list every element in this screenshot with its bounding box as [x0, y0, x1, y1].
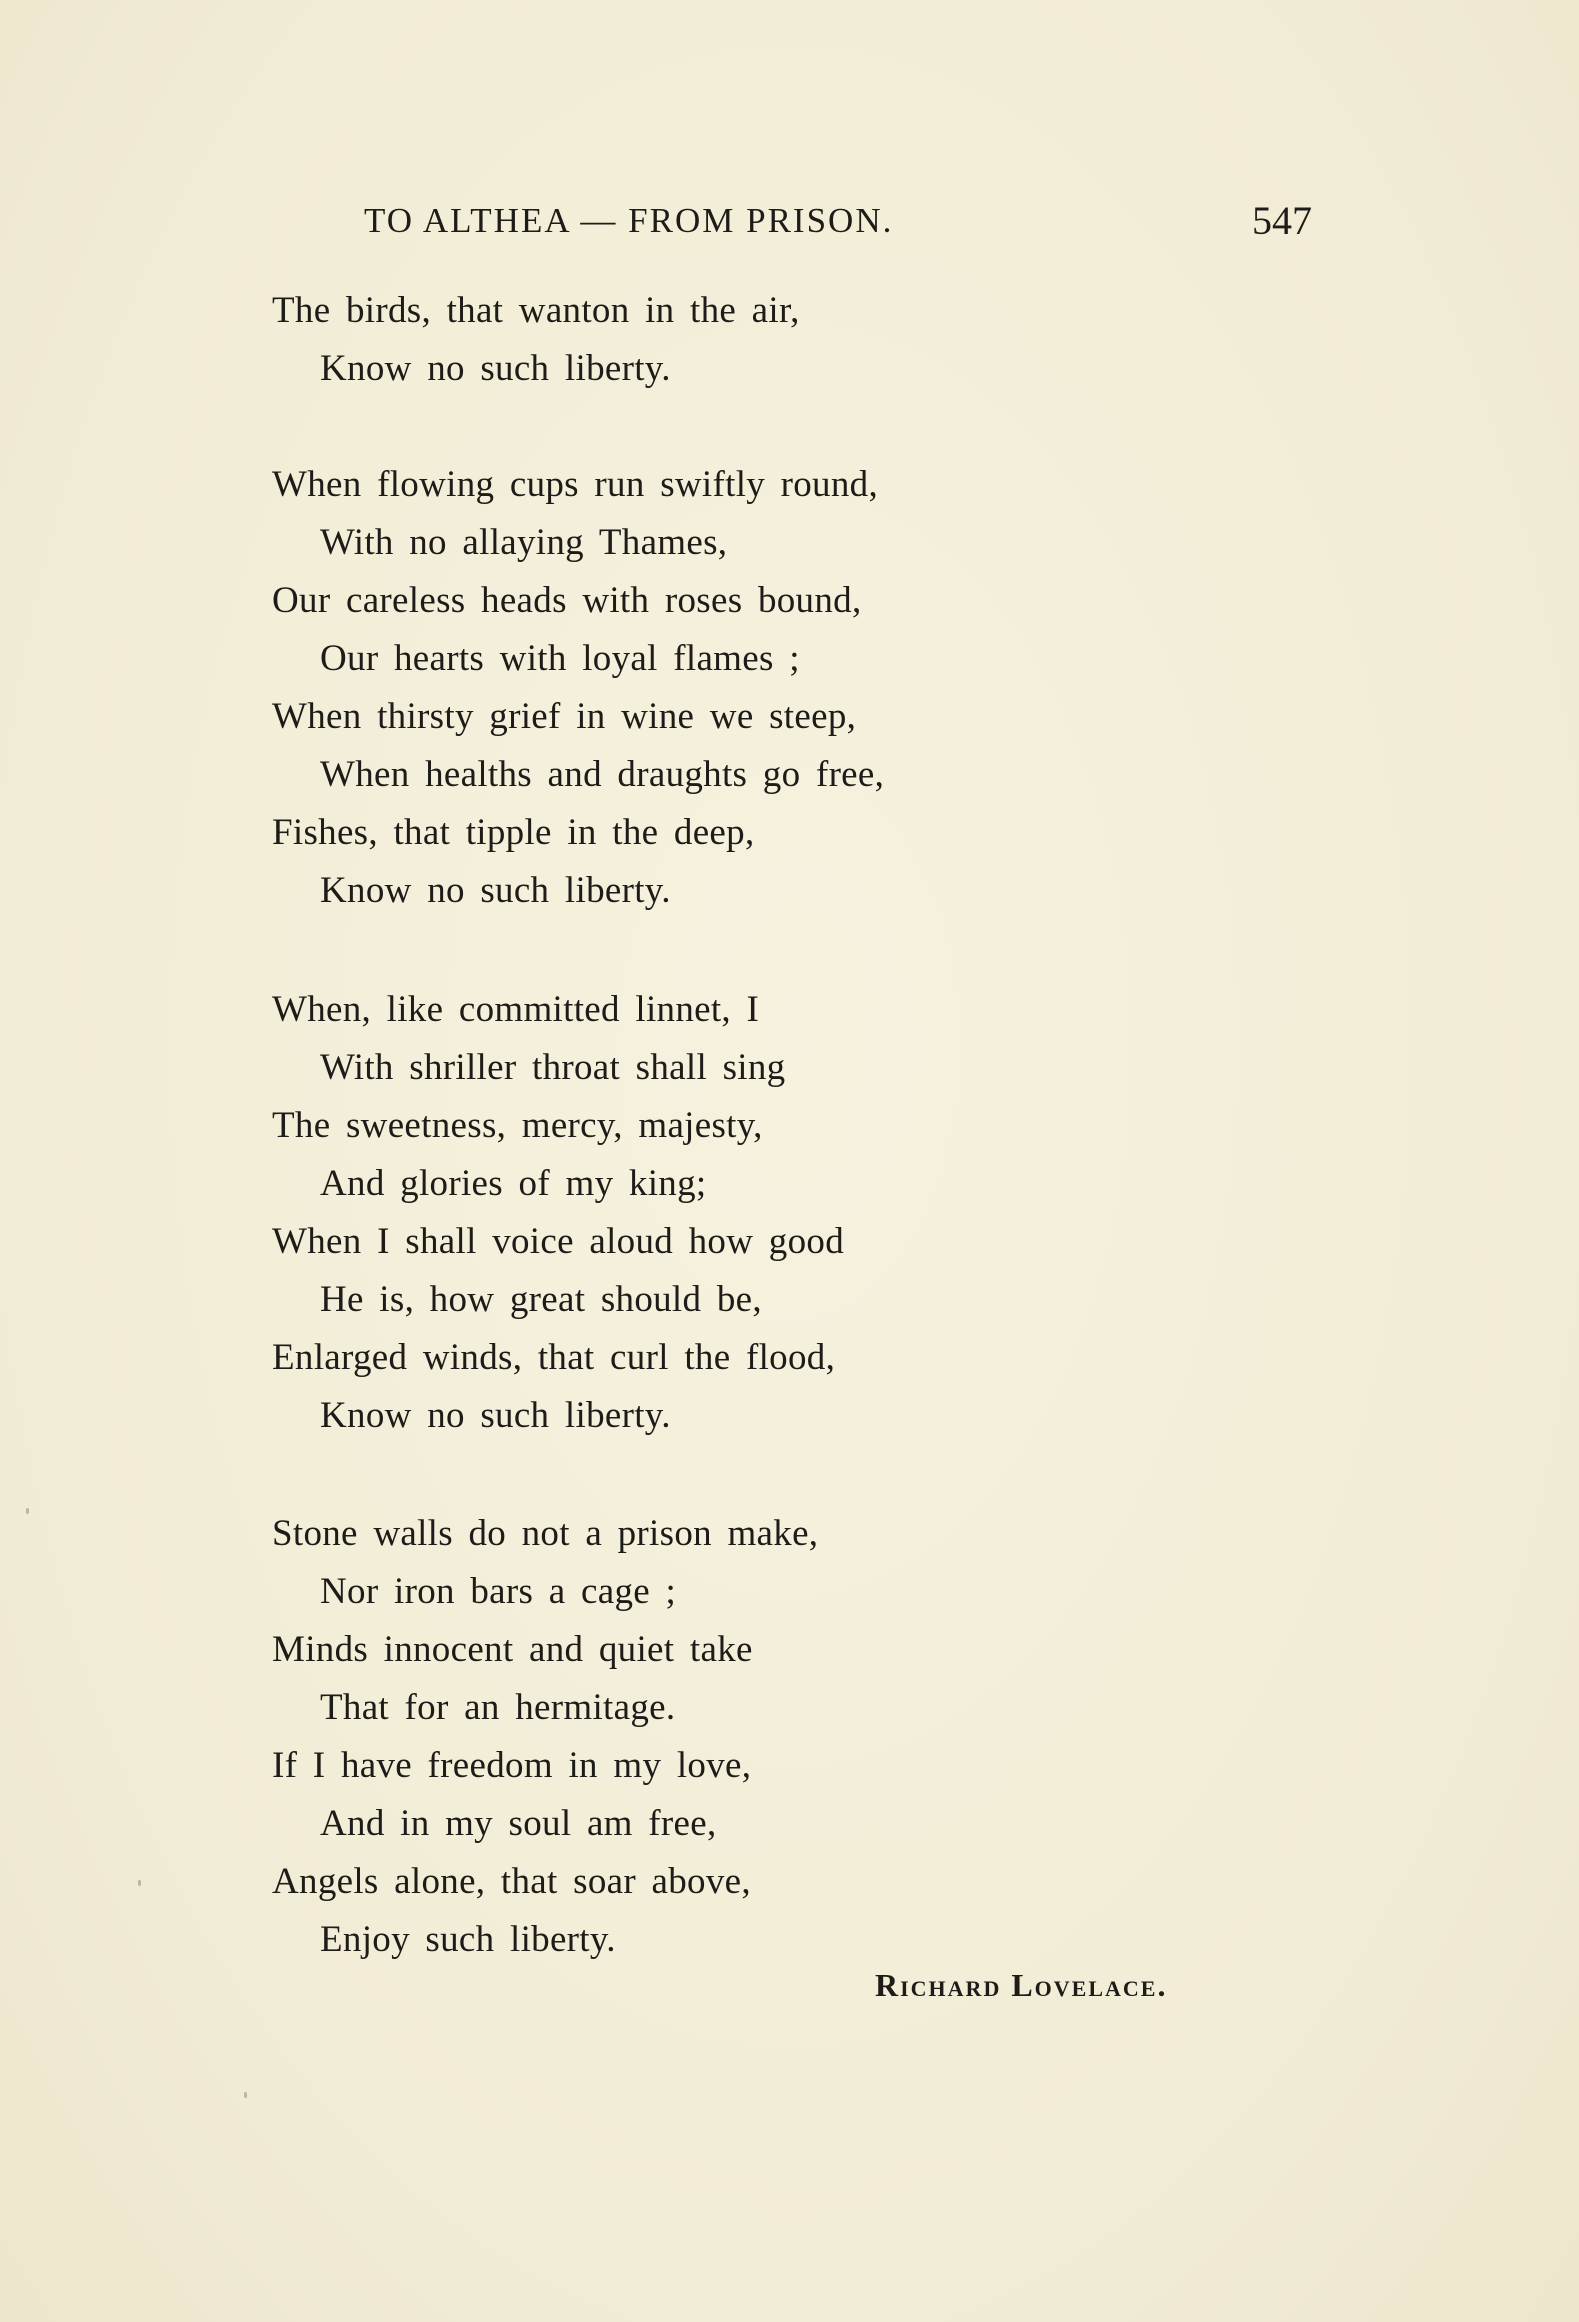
- poem-line: With no allaying Thames,: [320, 522, 728, 563]
- poem-line: Our hearts with loyal flames ;: [320, 638, 800, 679]
- paper-speck: [26, 1508, 29, 1514]
- paper-speck: [244, 2092, 247, 2098]
- poem-line: The sweetness, mercy, majesty,: [272, 1105, 763, 1146]
- poem-line: Our careless heads with roses bound,: [272, 580, 862, 621]
- poem-line: Fishes, that tipple in the deep,: [272, 812, 755, 853]
- poem-line: And in my soul am free,: [320, 1803, 717, 1844]
- author-attribution: Richard Lovelace.: [875, 1967, 1168, 2003]
- poem-line: With shriller throat shall sing: [320, 1047, 786, 1088]
- poem-line: He is, how great should be,: [320, 1279, 762, 1320]
- poem-line: When flowing cups run swiftly round,: [272, 464, 878, 505]
- poem-line: That for an hermitage.: [320, 1687, 676, 1728]
- poem-line: Stone walls do not a prison make,: [272, 1513, 819, 1554]
- poem-line: Know no such liberty.: [320, 1395, 671, 1436]
- poem-line: When thirsty grief in wine we steep,: [272, 696, 857, 737]
- poem-line: Enjoy such liberty.: [320, 1919, 616, 1960]
- poem-line: When I shall voice aloud how good: [272, 1221, 844, 1262]
- poem-line: Know no such liberty.: [320, 348, 671, 389]
- poem-line: And glories of my king;: [320, 1163, 707, 1204]
- poem-line: The birds, that wanton in the air,: [272, 290, 800, 331]
- poem-line: When, like committed linnet, I: [272, 989, 760, 1030]
- running-title: TO ALTHEA — FROM PRISON.: [364, 201, 894, 240]
- paper-speck: [138, 1880, 141, 1886]
- page-number: 547: [1252, 198, 1312, 243]
- poem-line: Nor iron bars a cage ;: [320, 1571, 677, 1612]
- poem-line: Angels alone, that soar above,: [272, 1861, 751, 1902]
- poem-line: Know no such liberty.: [320, 870, 671, 911]
- poem-line: Enlarged winds, that curl the flood,: [272, 1337, 836, 1378]
- poem-line: When healths and draughts go free,: [320, 754, 885, 795]
- running-head: [0, 196, 1579, 246]
- poem-line: Minds innocent and quiet take: [272, 1629, 753, 1670]
- poem-line: If I have freedom in my love,: [272, 1745, 752, 1786]
